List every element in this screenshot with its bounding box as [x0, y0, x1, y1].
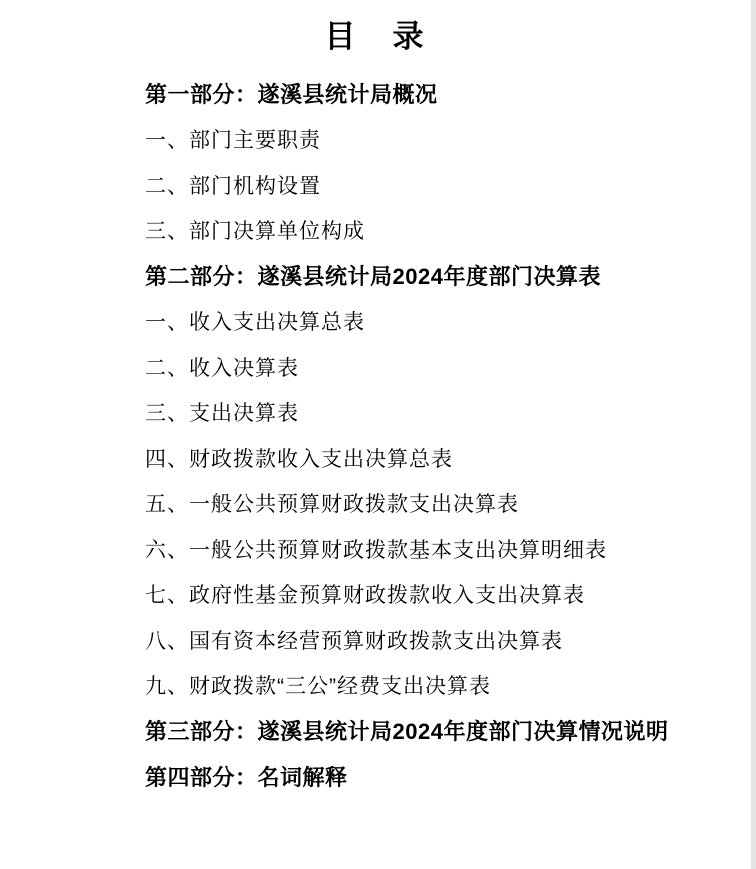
toc-section-heading: 第一部分：遂溪县统计局概况 — [145, 82, 438, 108]
toc-entry: 八、国有资本经营预算财政拨款支出决算表 — [145, 629, 563, 653]
toc-entry: 三、部门决算单位构成 — [145, 220, 365, 244]
toc-section-heading: 第二部分：遂溪县统计局2024年度部门决算表 — [145, 264, 601, 290]
toc-entry: 七、政府性基金预算财政拨款收入支出决算表 — [145, 584, 585, 608]
page-edge-strip — [751, 0, 756, 869]
toc-entry: 二、收入决算表 — [145, 356, 299, 380]
toc-entry: 一、收入支出决算总表 — [145, 311, 365, 335]
toc-entry: 五、一般公共预算财政拨款支出决算表 — [145, 493, 519, 517]
toc-section-heading: 第四部分：名词解释 — [145, 764, 348, 790]
toc-entry: 九、财政拨款“三公”经费支出决算表 — [145, 675, 491, 699]
toc-list — [145, 71, 726, 799]
page-title: 目 录 — [324, 19, 427, 54]
toc-entry: 一、部门主要职责 — [145, 129, 321, 153]
toc-section-heading: 第三部分：遂溪县统计局2024年度部门决算情况说明 — [145, 719, 669, 745]
toc-entry: 四、财政拨款收入支出决算总表 — [145, 447, 453, 471]
toc-entry: 三、支出决算表 — [145, 402, 299, 426]
toc-entry: 六、一般公共预算财政拨款基本支出决算明细表 — [145, 538, 607, 562]
toc-entry: 二、部门机构设置 — [145, 174, 321, 198]
